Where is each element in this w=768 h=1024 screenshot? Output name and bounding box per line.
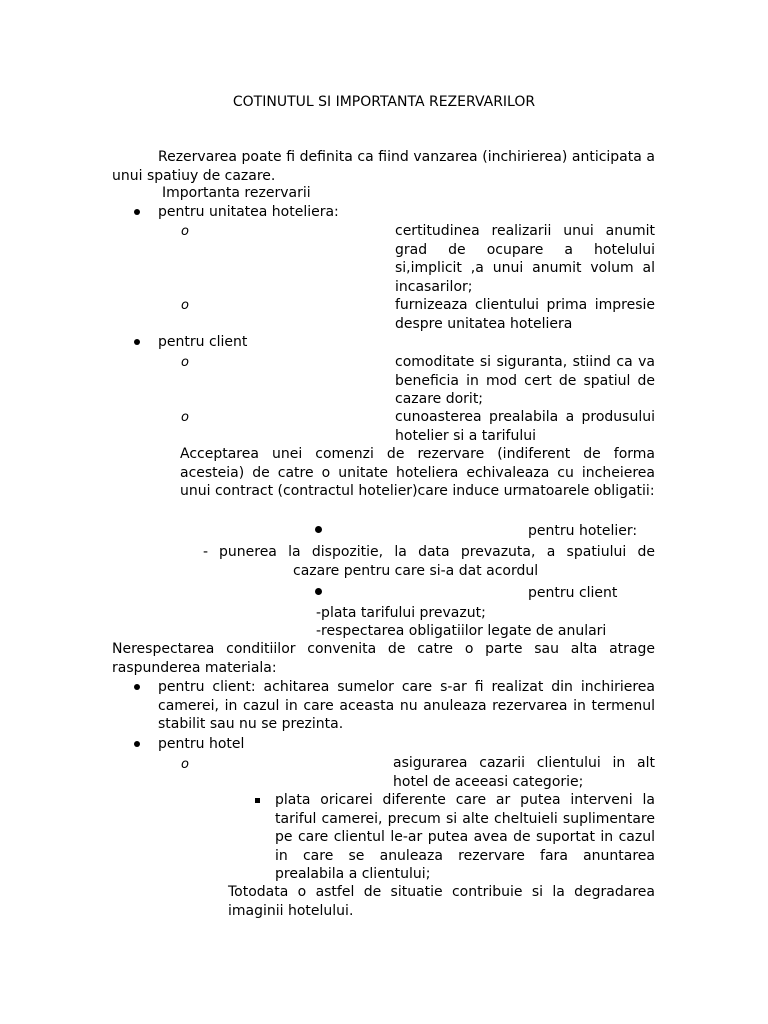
- client-obligations-label: pentru client: [528, 585, 618, 601]
- noncompliance-paragraph: Nerespectarea conditiilor convenita de catre o parte sau alta atrage raspunderea materiala:: [112, 641, 655, 676]
- circle-bullet-icon: o: [181, 757, 189, 772]
- circle-bullet-icon: o: [181, 355, 189, 370]
- intro-paragraph: Rezervarea poate fi definita ca fiind vanzarea (inchirierea) anticipata a unui spatiuy de cazare.: [112, 149, 655, 184]
- circle-bullet-icon: o: [181, 410, 189, 425]
- dash-icon: -: [203, 544, 209, 560]
- acceptance-paragraph: Acceptarea unei comenzi de rezervare (indiferent de forma acesteia) de catre o unitate hoteliera echivaleaza cu incheierea unui contract (contractul hotelier)care induce urmatoarele obligatii:: [180, 446, 655, 499]
- circle-bullet-icon: o: [181, 298, 189, 313]
- closing-paragraph: Totodata o astfel de situatie contribuie si la degradarea imaginii hotelului.: [228, 884, 655, 919]
- bullet-icon: [315, 526, 322, 533]
- bullet-icon: [134, 684, 140, 690]
- importance-heading: Importanta rezervarii: [162, 185, 311, 201]
- sub-item-knowledge: cunoasterea prealabila a produsului hotelier si a tarifului: [395, 409, 655, 444]
- client-obligation-2: -respectarea obligatiilor legate de anulari: [316, 623, 607, 639]
- page-title: COTINUTUL SI IMPORTANTA REZERVARILOR: [232, 94, 536, 110]
- bullet-icon: [134, 741, 140, 747]
- hotelier-obligation-line2: cazare pentru care si-a dat acordul: [293, 563, 539, 579]
- circle-bullet-icon: o: [181, 224, 189, 239]
- square-bullet-icon: [255, 798, 260, 803]
- client-obligation-1: -plata tarifului prevazut;: [316, 605, 486, 621]
- hotel-liability-sub-item: plata oricarei diferente care ar putea interveni la tariful camerei, precum si alte cheltuieli suplimentare pe care clientul le-ar putea avea de suportat in cazul in care se anuleaza rezervare fara anuntarea prealabila a clientului;: [275, 792, 655, 882]
- hotel-liability-item: asigurarea cazarii clientului in alt hotel de aceeasi categorie;: [393, 755, 655, 790]
- list-item-client: pentru client: [158, 334, 248, 350]
- sub-item-occupancy: certitudinea realizarii unui anumit grad de ocupare a hotelului si,implicit ,a unui anumit volum al incasarilor;: [395, 223, 655, 295]
- hotelier-obligation-line1: punerea la dispozitie, la data prevazuta, a spatiului de: [219, 544, 655, 560]
- bullet-icon: [134, 209, 140, 215]
- bullet-icon: [134, 339, 140, 345]
- sub-item-comfort: comoditate si siguranta, stiind ca va beneficia in mod cert de spatiul de cazare dorit;: [395, 354, 655, 407]
- list-item-unit-hotel: pentru unitatea hoteliera:: [158, 204, 339, 220]
- client-liability-item: pentru client: achitarea sumelor care s-ar fi realizat din inchirierea camerei, in cazul in care aceasta nu anuleaza rezervarea in termenul stabilit sau nu se prezinta.: [158, 679, 655, 732]
- bullet-icon: [315, 588, 322, 595]
- hotelier-label: pentru hotelier:: [528, 523, 638, 539]
- sub-item-first-impression: furnizeaza clientului prima impresie despre unitatea hoteliera: [395, 297, 655, 332]
- hotel-liability-label: pentru hotel: [158, 736, 245, 752]
